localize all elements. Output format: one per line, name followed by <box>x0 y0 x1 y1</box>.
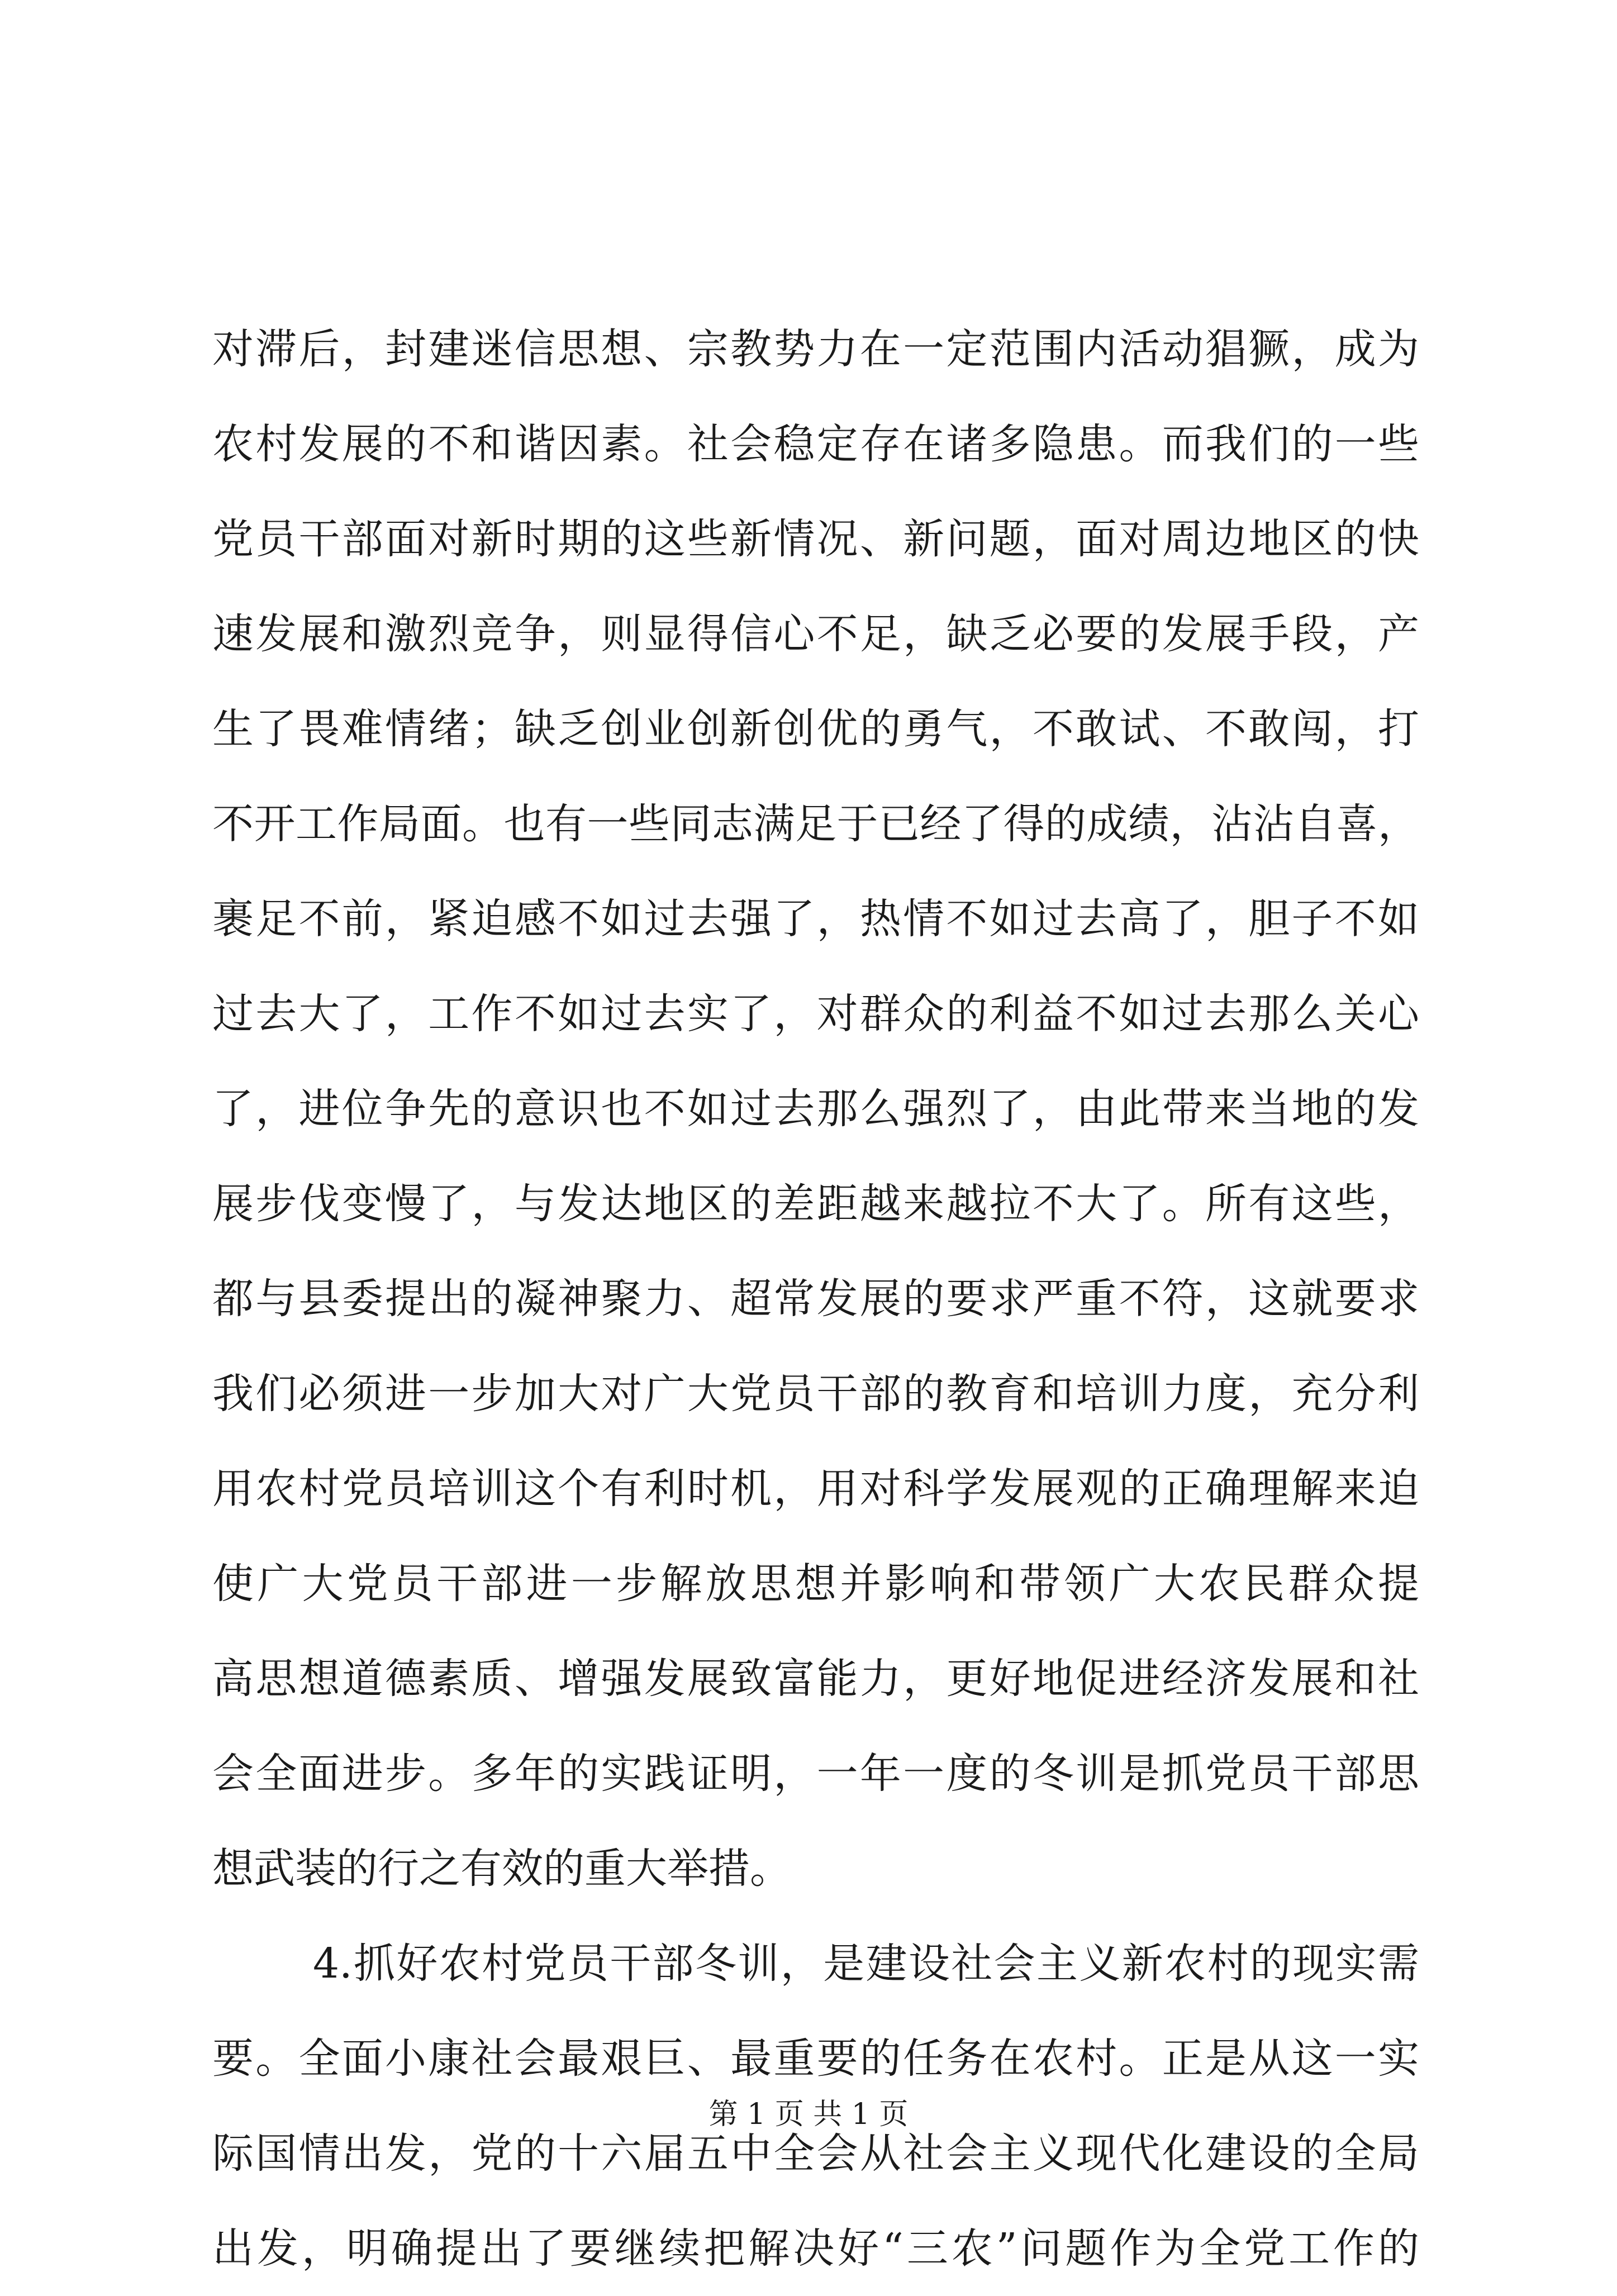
text-line: 要。全面小康社会最艰巨、最重要的任务在农村。正是从这一实 <box>212 2035 1419 2083</box>
text-line: 都与县委提出的凝神聚力、超常发展的要求严重不符，这就要求 <box>212 1275 1419 1323</box>
text-line: 不开工作局面。也有一些同志满足于已经了得的成绩，沾沾自喜， <box>212 800 1419 848</box>
page-footer: 第 1 页 共 1 页 <box>708 2098 909 2131</box>
text-line: 党员干部面对新时期的这些新情况、新问题，面对周边地区的快 <box>212 515 1419 563</box>
text-line: 了，进位争先的意识也不如过去那么强烈了，由此带来当地的发 <box>212 1085 1419 1133</box>
text-line: 生了畏难情绪；缺乏创业创新创优的勇气，不敢试、不敢闯，打 <box>212 705 1419 753</box>
text-line: 用农村党员培训这个有利时机，用对科学发展观的正确理解来迫 <box>212 1465 1419 1513</box>
text-line: 对滞后，封建迷信思想、宗教势力在一定范围内活动猖獗，成为 <box>212 325 1419 373</box>
text-line: 展步伐变慢了，与发达地区的差距越来越拉不大了。所有这些， <box>212 1180 1419 1228</box>
text-line: 出发，明确提出了要继续把解决好“三农”问题作为全党工作的 <box>212 2224 1419 2273</box>
text-line: 高思想道德素质、增强发展致富能力，更好地促进经济发展和社 <box>212 1655 1419 1703</box>
text-line: 农村发展的不和谐因素。社会稳定存在诸多隐患。而我们的一些 <box>212 420 1419 468</box>
text-line: 裹足不前，紧迫感不如过去强了，热情不如过去高了，胆子不如 <box>212 895 1419 943</box>
text-line: 想武装的行之有效的重大举措。 <box>212 1845 791 1893</box>
text-line: 使广大党员干部进一步解放思想并影响和带领广大农民群众提 <box>212 1560 1419 1608</box>
text-line: 4.抓好农村党员干部冬训，是建设社会主义新农村的现实需 <box>313 1940 1419 1988</box>
text-line: 际国情出发，党的十六届五中全会从社会主义现代化建设的全局 <box>212 2130 1419 2178</box>
text-line: 过去大了，工作不如过去实了，对群众的利益不如过去那么关心 <box>212 990 1419 1038</box>
text-line: 速发展和激烈竞争，则显得信心不足，缺乏必要的发展手段，产 <box>212 610 1419 658</box>
text-line: 会全面进步。多年的实践证明，一年一度的冬训是抓党员干部思 <box>212 1750 1419 1798</box>
text-line: 我们必须进一步加大对广大党员干部的教育和培训力度，充分利 <box>212 1370 1419 1418</box>
body-text <box>212 302 1419 2296</box>
